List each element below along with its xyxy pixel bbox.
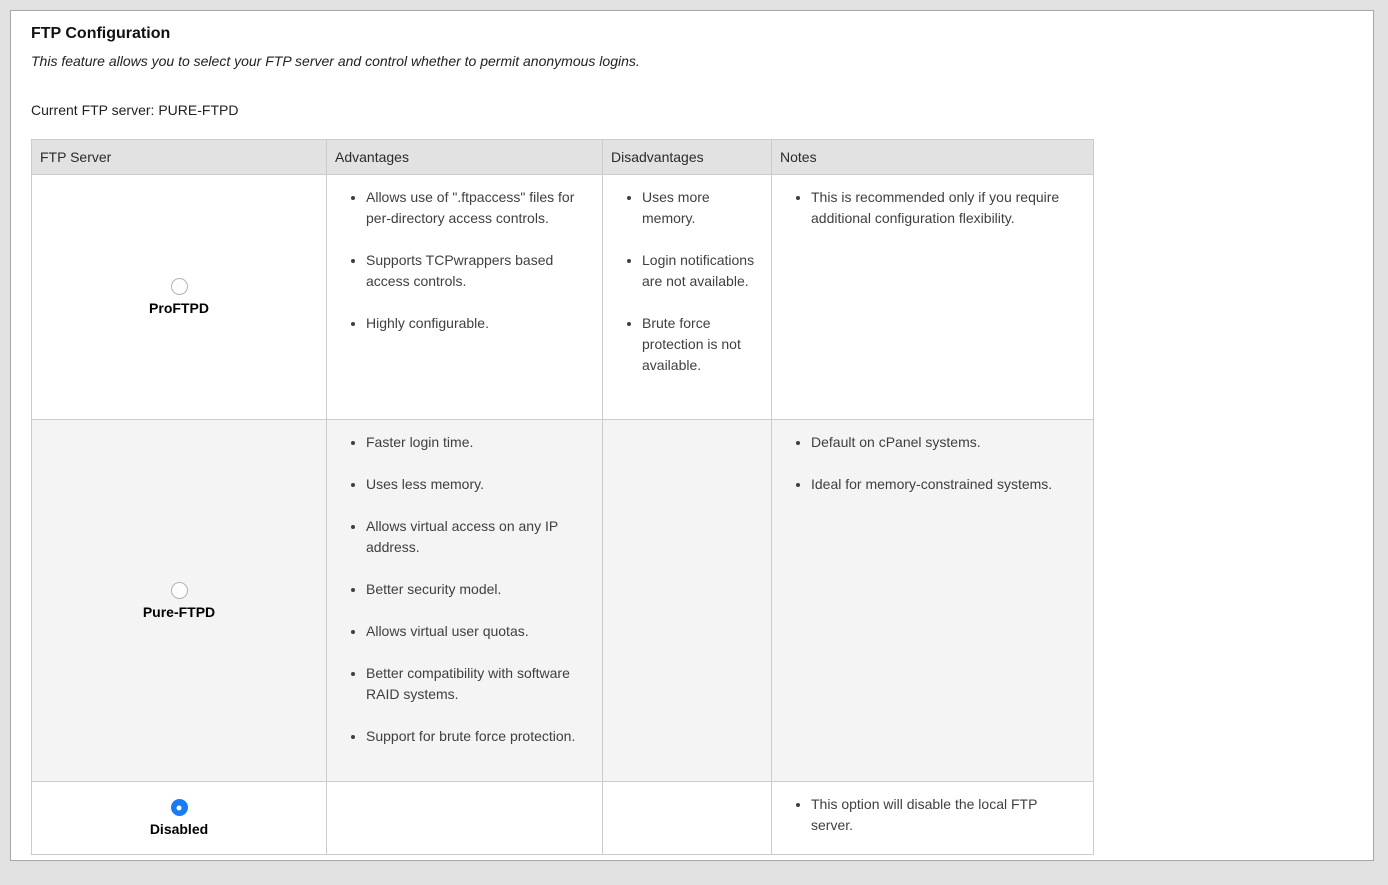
disabled-notes-cell: [772, 782, 1094, 855]
header-advantages: Advantages: [327, 140, 603, 175]
pureftpd-advantages-cell: [327, 420, 603, 782]
advantage-item: • Allows use of ".ftpaccess" files for per-directory access controls.: [366, 187, 588, 229]
proftpd-notes-cell: [772, 175, 1094, 420]
note-item: • Ideal for memory-constrained systems.: [811, 474, 1079, 495]
table-row-disabled: [32, 782, 1094, 855]
disadvantage-item: • Login notifications are not available.: [642, 250, 757, 292]
page-title: FTP Configuration: [31, 25, 171, 42]
header-notes: Notes: [772, 140, 1094, 175]
disadvantage-item: • Uses more memory.: [642, 187, 757, 229]
table-row-pureftpd: [32, 420, 1094, 782]
proftpd-radio[interactable]: [171, 278, 188, 295]
disabled-notes-list: [786, 794, 1079, 836]
disabled-radio[interactable]: [171, 799, 188, 816]
table-header-row: [32, 140, 1094, 175]
table-row-proftpd: [32, 175, 1094, 420]
current-ftp-server-label: Current FTP server:: [31, 102, 155, 118]
proftpd-disadvantages-list: [617, 187, 757, 376]
pureftpd-notes-cell: [772, 420, 1094, 782]
pureftpd-label: Pure-FTPD: [142, 603, 216, 620]
note-item: • This is recommended only if you require additional configuration flexibility.: [811, 187, 1079, 229]
pureftpd-advantages-list: [341, 432, 588, 747]
advantage-item: • Better compatibility with software RAID systems.: [366, 663, 588, 705]
proftpd-option-cell[interactable]: [32, 175, 327, 420]
advantage-item: • Faster login time.: [366, 432, 588, 453]
proftpd-advantages-list: [341, 187, 588, 334]
proftpd-disadvantages-cell: [603, 175, 772, 420]
proftpd-advantages-cell: [327, 175, 603, 420]
advantage-item: • Uses less memory.: [366, 474, 588, 495]
disadvantage-item: • Brute force protection is not available.: [642, 313, 757, 376]
header-ftp-server: FTP Server: [32, 140, 327, 175]
pureftpd-option-cell[interactable]: [32, 420, 327, 782]
advantage-item: • Supports TCPwrappers based access controls.: [366, 250, 588, 292]
disabled-label: Disabled: [149, 821, 209, 837]
advantage-item: • Better security model.: [366, 579, 588, 600]
disabled-option-cell[interactable]: [32, 782, 327, 855]
note-item: • This option will disable the local FTP server.: [811, 794, 1079, 836]
note-item: • Default on cPanel systems.: [811, 432, 1079, 453]
current-ftp-server-value: PURE-FTPD: [158, 102, 239, 118]
advantage-item: • Support for brute force protection.: [366, 726, 588, 747]
page-description: This feature allows you to select your FTP server and control whether to permit anonymous logins.: [31, 53, 640, 69]
ftp-server-table: [31, 139, 1094, 855]
ftp-configuration-panel: [10, 10, 1374, 861]
advantage-item: • Allows virtual user quotas.: [366, 621, 588, 642]
advantage-item: • Allows virtual access on any IP address.: [366, 516, 588, 558]
disabled-advantages-cell: [327, 782, 603, 855]
pureftpd-radio[interactable]: [171, 582, 188, 599]
advantage-item: • Highly configurable.: [366, 313, 588, 334]
proftpd-label: ProFTPD: [149, 300, 209, 316]
proftpd-notes-list: [786, 187, 1079, 229]
panel-content: [11, 11, 1373, 855]
pureftpd-disadvantages-cell: [603, 420, 772, 782]
disabled-disadvantages-cell: [603, 782, 772, 855]
pureftpd-notes-list: [786, 432, 1079, 495]
header-disadvantages: Disadvantages: [603, 140, 772, 175]
current-ftp-server-line: [31, 102, 1353, 118]
